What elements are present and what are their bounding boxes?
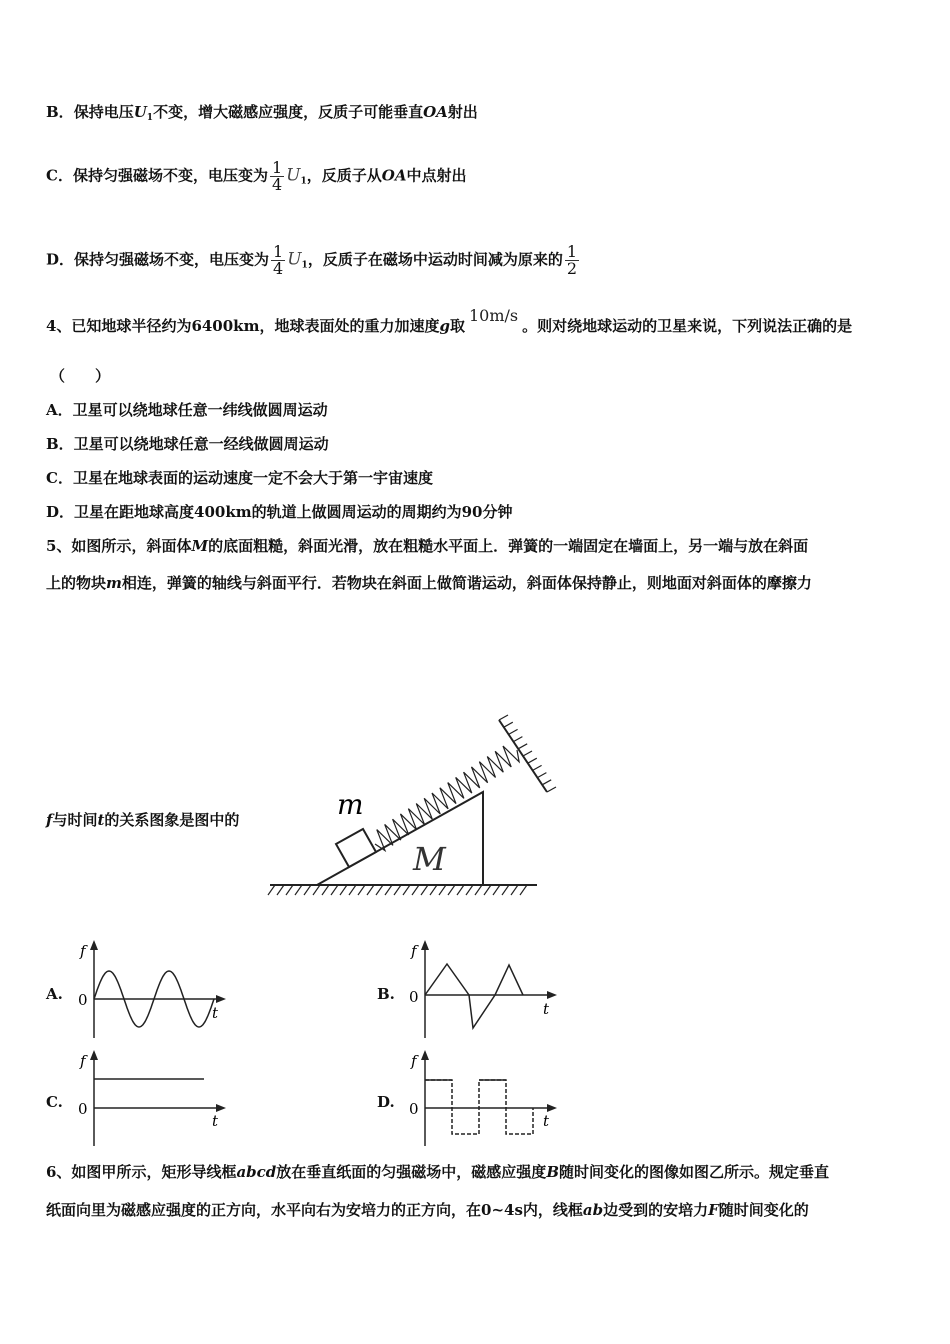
fraction-den: 4 [273, 259, 284, 278]
axis-t: t [212, 1004, 219, 1022]
label-m: m [337, 788, 364, 821]
option-text: ，反质子从 [306, 166, 382, 185]
option-label: D． [46, 250, 75, 269]
option-label: B． [46, 103, 74, 121]
x-arrow-icon [216, 1104, 226, 1112]
small-block [336, 829, 376, 867]
var-u: U [287, 249, 302, 270]
y-arrow-icon [90, 940, 98, 950]
q4-stem [46, 306, 853, 336]
q4-text: 。则对绕地球运动的卫星来说，下列说法正确的是 [522, 317, 853, 335]
var-m-small: m [106, 574, 122, 592]
axis-f: f [411, 942, 417, 960]
graph-b [377, 940, 577, 1040]
q5-text: 相连，弹簧的轴线与斜面平行．若物块在斜面上做简谐运动，斜面体保持静止，则地面对斜面体的摩擦力 [121, 574, 812, 592]
var-sub: 1 [146, 113, 154, 123]
var-sub: 1 [300, 176, 307, 187]
wall-hatch [499, 715, 556, 792]
var-t: t [97, 811, 105, 829]
q6-text: 纸面向里为磁感应强度的正方向，水平向右为安培力的正方向，在0~4s内，线框 [46, 1201, 583, 1219]
q6-text: 6、如图甲所示，矩形导线框 [46, 1163, 237, 1181]
var-f-big: F [708, 1201, 719, 1219]
q5-stem-line1 [46, 536, 808, 556]
incline-spring-figure [265, 708, 565, 903]
graph-label: B. [377, 985, 395, 1003]
var-g: g [439, 317, 450, 335]
fraction-den: 4 [271, 175, 283, 194]
q4-option-b: B．卫星可以绕地球任意一经线做圆周运动 [46, 435, 329, 453]
graph-label: A. [46, 985, 63, 1003]
x-arrow-icon [547, 991, 557, 999]
var-f: f [46, 811, 53, 829]
q5-stem-line3 [46, 810, 239, 830]
option-label: C． [46, 166, 73, 185]
graph-c-plot [74, 1050, 254, 1150]
axis-f: f [80, 942, 86, 960]
q6-stem-line2 [46, 1200, 809, 1220]
q5-text: 上的物块 [46, 574, 107, 592]
curve-triangle [425, 964, 523, 1028]
q4-unit: 10m/s [468, 306, 519, 325]
var-oa: OA [381, 166, 407, 185]
var-u: U [133, 103, 147, 121]
graph-a-plot [74, 940, 254, 1040]
q6-stem-line1 [46, 1162, 829, 1182]
fraction-num: 1 [566, 242, 578, 261]
q5-text: 与时间 [52, 811, 98, 829]
fraction-half [565, 244, 579, 277]
x-arrow-icon [216, 995, 226, 1003]
spring [375, 746, 519, 851]
q4-option-a: A．卫星可以绕地球任意一纬线做圆周运动 [46, 401, 328, 419]
option-text: 保持匀强磁场不变，电压变为 [72, 166, 268, 185]
graph-d-plot [405, 1050, 585, 1150]
q6-text: 随时间变化的 [718, 1201, 809, 1219]
x-arrow-icon [547, 1104, 557, 1112]
axis-t: t [543, 1112, 550, 1130]
axis-t: t [543, 1000, 550, 1018]
label-M: M [413, 840, 446, 878]
y-arrow-icon [90, 1050, 98, 1060]
graph-label: D. [377, 1093, 395, 1111]
q3-option-c [46, 160, 467, 193]
q6-text: 边受到的安培力 [603, 1201, 709, 1219]
option-text: 中点射出 [406, 166, 467, 185]
curve-square [425, 1080, 533, 1134]
axis-f: f [411, 1052, 417, 1070]
origin: 0 [409, 1100, 419, 1118]
option-text: 保持匀强磁场不变，电压变为 [74, 250, 270, 269]
q4-answer-paren: （ ） [50, 367, 111, 385]
q4-text: 4、已知地球半径约为6400km，地球表面处的重力加速度 [46, 317, 440, 335]
graph-d [377, 1050, 577, 1150]
var-b: B [546, 1163, 559, 1181]
graph-a [46, 940, 246, 1040]
var-oa: OA [423, 103, 448, 121]
q3-option-d [46, 244, 581, 277]
axis-t: t [212, 1112, 219, 1130]
q5-text: 5、如图所示，斜面体 [46, 537, 192, 555]
fraction-num: 1 [273, 242, 284, 261]
var-ab: ab [582, 1201, 604, 1219]
fraction-num: 1 [271, 158, 283, 177]
q4-text: 取 [449, 317, 465, 335]
origin: 0 [78, 1100, 88, 1118]
graph-b-plot [405, 940, 585, 1040]
var-abcd: abcd [236, 1163, 277, 1181]
q4-option-c: C．卫星在地球表面的运动速度一定不会大于第一宇宙速度 [46, 469, 433, 487]
fraction-den: 2 [566, 259, 578, 278]
axis-f: f [80, 1052, 86, 1070]
q6-text: 随时间变化的图像如图乙所示。规定垂直 [559, 1163, 830, 1181]
var-sub: 1 [301, 260, 308, 271]
origin: 0 [409, 988, 419, 1006]
option-text: 保持电压 [73, 103, 134, 121]
var-m-big: M [191, 537, 209, 555]
graph-label: C. [46, 1093, 63, 1111]
q4-option-d: D．卫星在距地球高度400km的轨道上做圆周运动的周期约为90分钟 [46, 503, 513, 521]
option-text: 不变，增大磁感应强度，反质子可能垂直 [153, 103, 424, 121]
q5-stem-line2 [46, 573, 812, 593]
option-text: 射出 [447, 103, 478, 121]
q5-text: 的关系图象是图中的 [104, 811, 240, 829]
ground-hatch [268, 885, 527, 895]
graph-c [46, 1050, 246, 1150]
option-text: ，反质子在磁场中运动时间减为原来的 [307, 250, 563, 269]
q3-option-b [46, 102, 478, 128]
fraction [271, 244, 285, 277]
y-arrow-icon [421, 940, 429, 950]
fraction [270, 160, 284, 193]
q6-text: 放在垂直纸面的匀强磁场中，磁感应强度 [276, 1163, 547, 1181]
origin: 0 [78, 991, 88, 1009]
q5-text: 的底面粗糙，斜面光滑，放在粗糙水平面上．弹簧的一端固定在墙面上，另一端与放在斜面 [208, 537, 809, 555]
var-u: U [286, 165, 301, 186]
y-arrow-icon [421, 1050, 429, 1060]
